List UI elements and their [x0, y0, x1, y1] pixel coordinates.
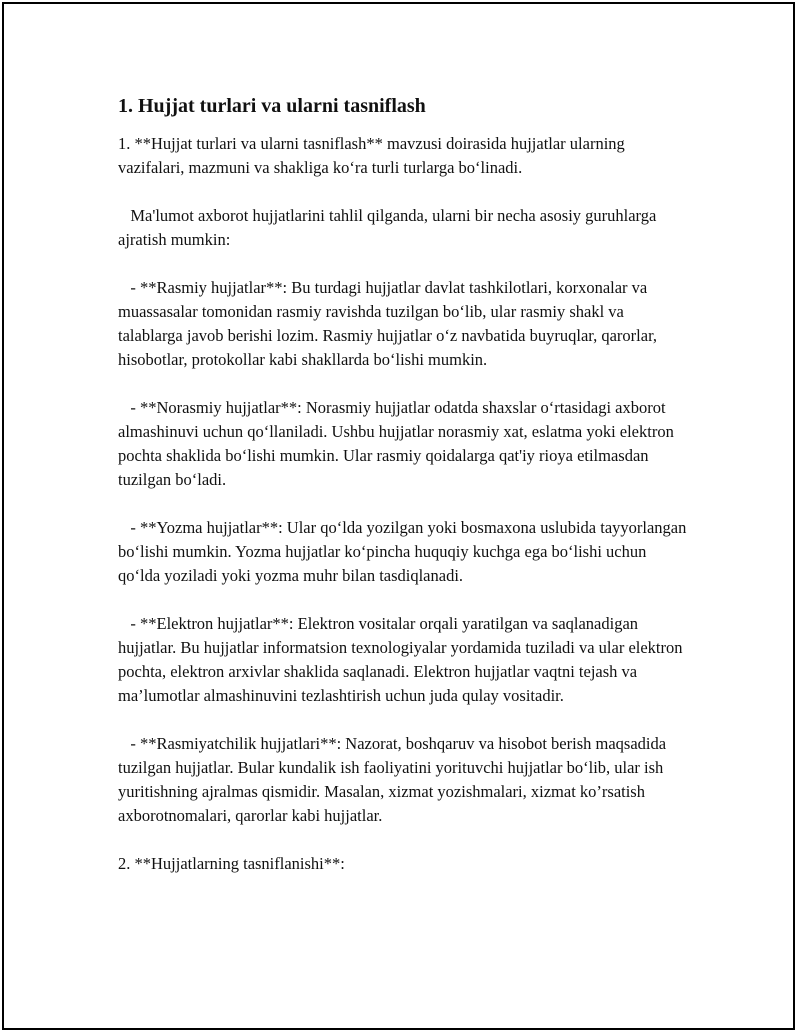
document-title: 1. Hujjat turlari va ularni tasniflash [118, 95, 426, 117]
paragraph-written-documents: - **Yozma hujjatlar**: Ular qo‘lda yozilgan yoki bosmaxona uslubida tayyorlangan bo‘lishi mumkin. Yozma hujjatlar ko‘pincha huquqiy kuchga ega bo‘lishi uchun qo‘lda yoziladi yoki yozma muhr bilan tasdiqlanadi. [118, 518, 687, 585]
paragraph-classification-heading: 2. **Hujjatlarning tasniflanishi**: [118, 854, 345, 873]
paragraph-administrative-documents: - **Rasmiyatchilik hujjatlari**: Nazorat, boshqaruv va hisobot berish maqsadida tuzilgan hujjatlar. Bular kundalik ish faoliyatini yorituvchi hujjatlar bo‘lib, ular ish yuritishning ajralmas qismidir. Masalan, xizmat yozishmalari, xizmat ko’rsatish axborotnomalari, qarorlar kabi hujjatlar. [118, 734, 667, 825]
document-body [118, 92, 688, 900]
paragraph-electronic-documents: - **Elektron hujjatlar**: Elektron vositalar orqali yaratilgan va saqlanadigan hujjatlar. Bu hujjatlar informatsion texnologiyalar yordamida tuziladi va ular elektron pochta, elektron arxivlar shaklida saqlanadi. Elektron hujjatlar vaqtni tejash va ma’lumotlar almashinuvini tezlashtirish uchun juda qulay vositadir. [118, 614, 683, 705]
paragraph-intro: 1. **Hujjat turlari va ularni tasniflash** mavzusi doirasida hujjatlar ularning vazifalari, mazmuni va shakliga ko‘ra turli turlarga bo‘linadi. [118, 134, 625, 177]
paragraph-groups: Ma'lumot axborot hujjatlarini tahlil qilganda, ularni bir necha asosiy guruhlarga ajratish mumkin: [118, 206, 657, 249]
paragraph-official-documents: - **Rasmiy hujjatlar**: Bu turdagi hujjatlar davlat tashkilotlari, korxonalar va muassasalar tomonidan rasmiy ravishda tuzilgan bo‘lib, ular rasmiy shakl va talablarga javob berishi lozim. Rasmiy hujjatlar o‘z navbatida buyruqlar, qarorlar, hisobotlar, protokollar kabi shakllarda bo‘lishi mumkin. [118, 278, 658, 369]
paragraph-unofficial-documents: - **Norasmiy hujjatlar**: Norasmiy hujjatlar odatda shaxslar o‘rtasidagi axborot almashinuvi uchun qo‘llaniladi. Ushbu hujjatlar norasmiy xat, eslatma yoki elektron pochta shaklida bo‘lishi mumkin. Ular rasmiy qoidalarga qat'iy rioya etilmasdan tuzilgan bo‘ladi. [118, 398, 674, 489]
